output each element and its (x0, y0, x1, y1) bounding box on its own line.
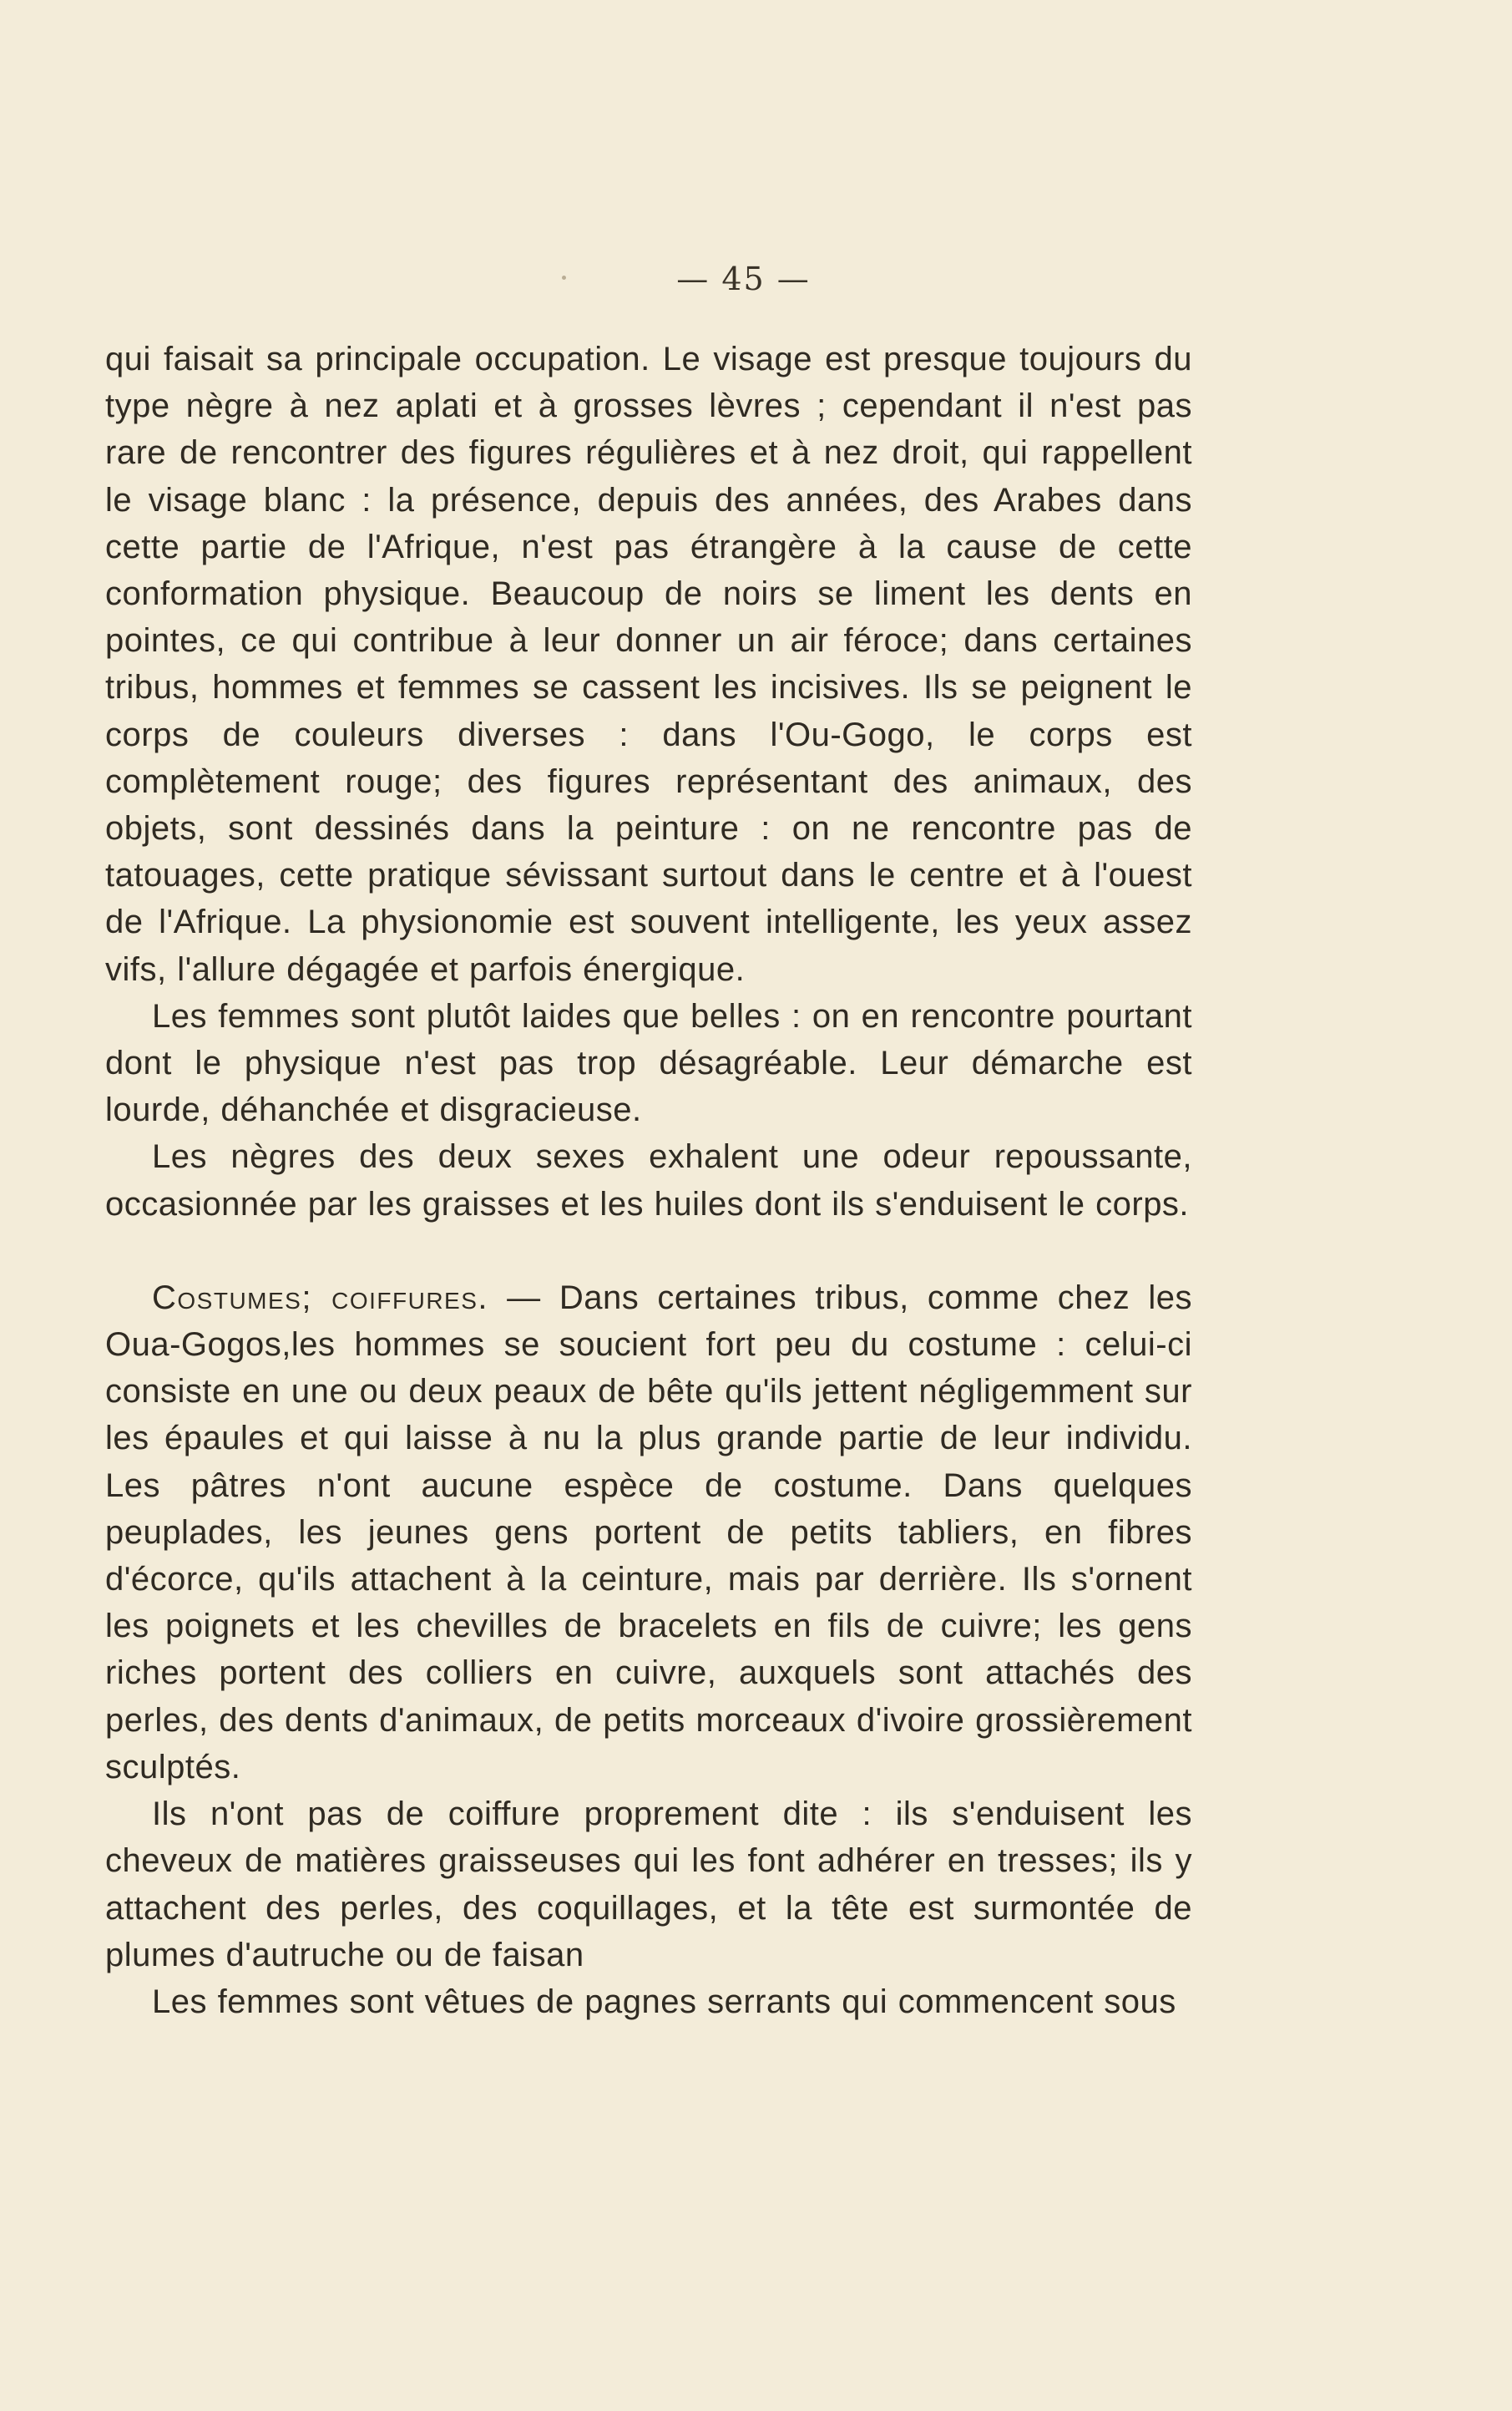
page-number: — 45 — (676, 261, 811, 297)
section-heading: Costumes; coiffures. (152, 1279, 489, 1316)
paragraph-coiffure: Ils n'ont pas de coiffure proprement dite : ils s'enduisent les cheveux de matières graisseuses qui les font adhérer en tresses; ils y attachent des perles, des coquillages, et la tête est surmontée de plumes d'autruche ou de faisan (105, 1796, 1192, 1973)
paragraph-odeur: Les nègres des deux sexes exhalent une odeur repoussante, occasionnée par les graisses et les huiles dont ils s'enduisent le corps. (105, 1138, 1192, 1223)
page-body (105, 336, 1192, 2025)
section-dash: — (488, 1279, 559, 1316)
section-text: Dans certaines tribus, comme chez les Oua-Gogos,les hommes se soucient fort peu du costume : celui-ci consiste en une ou deux peaux de bête qu'ils jettent négligemment sur les épaules et qui laisse à nu la plus grande partie de leur individu. Les pâtres n'ont aucune espèce de costume. Dans quelques peuplades, les jeunes gens portent de petits tabliers, en fibres d'écorce, qu'ils attachent à la ceinture, mais par derrière. Ils s'ornent les poignets et les chevilles de bracelets en fils de cuivre; les gens riches portent des colliers en cuivre, auxquels sont attachés des perles, des dents d'animaux, de petits morceaux d'ivoire grossièrement sculptés. (105, 1279, 1193, 1785)
section-costumes (105, 1274, 1192, 1791)
paragraph-visage: qui faisait sa principale occupation. Le visage est presque toujours du type nègre à nez aplati et à grosses lèvres ; cependant il n'est pas rare de rencontrer des figures régulières et à nez droit, qui rappellent le visage blanc : la présence, depuis des années, des Arabes dans cette partie de l'Afrique, n'est pas étrangère à la cause de cette conformation physique. Beaucoup de noirs se liment les dents en pointes, ce qui contribue à leur donner un air féroce; dans certaines tribus, hommes et femmes se cassent les incisives. Ils se peignent le corps de couleurs diverses : dans l'Ou-Gogo, le corps est complètement rouge; des figures représentant des animaux, des objets, sont dessinés dans la peinture : on ne rencontre pas de tatouages, cette pratique sévissant surtout dans le centre et à l'ouest de l'Afrique. La physionomie est souvent intelligente, les yeux assez vifs, l'allure dégagée et parfois énergique. (105, 341, 1192, 988)
paragraph-pagnes: Les femmes sont vêtues de pagnes serrants qui commencent sous (152, 1983, 1176, 2020)
paragraph-femmes: Les femmes sont plutôt laides que belles : on en rencontre pourtant dont le physique n'est pas trop désagréable. Leur démarche est lourde, déhanchée et disgracieuse. (105, 997, 1192, 1129)
